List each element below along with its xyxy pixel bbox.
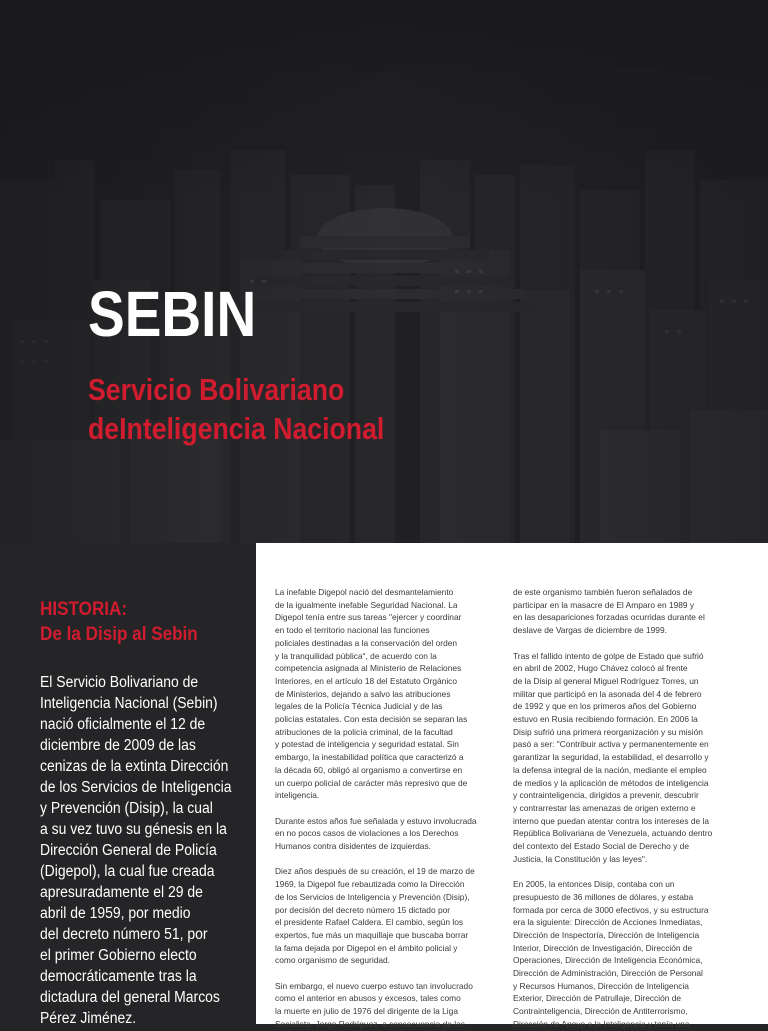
article-line: estuvo en Rusia recibiendo formación. En 2006 la [513, 714, 698, 725]
paragraph-gap [275, 967, 495, 980]
intro-line: El Servicio Bolivariano de [40, 674, 199, 691]
paragraph-gap [513, 865, 733, 878]
article-paragraph [513, 878, 733, 1030]
article-line: y contrainteligencia, dirigidos a prevenir, descubrir [513, 790, 699, 801]
paragraph-gap [513, 637, 733, 650]
article-line: competencia asignada al Ministerio de Relaciones [275, 663, 462, 674]
article-line: Dirección de Administración, Dirección de Personal [513, 968, 703, 979]
intro-line: diciembre de 2009 de las [40, 737, 196, 754]
intro-line: nació oficialmente el 12 de [40, 716, 206, 733]
paragraph-gap [275, 802, 495, 815]
article-line: de medios y la aplicación de métodos de inteligencia [513, 777, 709, 788]
article-line: formada por cerca de 3000 efectivos, y su estructura [513, 904, 709, 915]
page-title: SEBIN [88, 278, 257, 350]
intro-line: dictadura del general Marcos [40, 989, 220, 1006]
heading-line: De la Disip al Sebin [40, 624, 198, 645]
article-paragraph [275, 815, 495, 853]
article-paragraph [275, 865, 495, 967]
intro-line: de los Servicios de Inteligencia [40, 779, 232, 796]
intro-line: abril de 1959, por medio [40, 905, 191, 922]
article-line: era la siguiente: Dirección de Acciones Inmediatas, [513, 917, 703, 928]
article-line: inteligencia. [275, 790, 320, 801]
intro-line: Pérez Jiménez. [40, 1010, 137, 1027]
article-line: embargo, la inestabilidad política que caracterizó a [275, 752, 464, 763]
intro-line: Dirección General de Policía [40, 842, 217, 859]
article-line: en todo el territorio nacional las funciones [275, 625, 430, 636]
article-line: del contexto del Estado Social de Derecho y de [513, 841, 689, 852]
article-line: Sin embargo, el nuevo cuerpo estuvo tan involucrado [275, 980, 473, 991]
article-line: de 1992 y que en los primeros años del Gobierno [513, 701, 697, 712]
article-line: República Bolivariana de Venezuela, actuando dentro [513, 828, 713, 839]
article-line: Tras el fallido intento de golpe de Estado que sufrió [513, 650, 704, 661]
article-column-2 [513, 586, 733, 1031]
article-line: garantizar la seguridad, la estabilidad, el desarrollo y [513, 752, 709, 763]
article-line: Digepol tenía entre sus tareas "ejercer y coordinar [275, 612, 462, 623]
article-column-1 [275, 586, 495, 1031]
article-line: legales de la Policía Técnica Judicial y de las [275, 701, 443, 712]
article-line: de este organismo también fueron señalados de [513, 587, 693, 597]
page-subtitle [88, 370, 449, 448]
intro-line: (Digepol), la cual fue creada [40, 863, 215, 880]
article-line: el presidente Rafael Caldera. El cambio, según los [275, 917, 464, 928]
article-line: En 2005, la entonces Disip, contaba con un [513, 879, 675, 890]
article-line: Socialista, Jorge Rodríguez, a consecuencia de las [275, 1018, 465, 1029]
intro-line: Inteligencia Nacional (Sebin) [40, 695, 218, 712]
article-line: presupuesto de 36 millones de dólares, y estaba [513, 891, 694, 902]
article-line: la defensa integral de la nación, mediante el empleo [513, 764, 707, 775]
article-line: La inefable Digepol nació del desmantelamiento [275, 587, 454, 597]
intro-line: apresuradamente el 29 de [40, 884, 203, 901]
article-line: militar que participó en la asonada del 4 de febrero [513, 688, 702, 699]
intro-line: del decreto número 51, por [40, 926, 208, 943]
intro-line: a su vez tuvo su génesis en la [40, 821, 227, 838]
article-paragraph [513, 650, 733, 866]
article-line: en abril de 2002, Hugo Chávez colocó al frente [513, 663, 688, 674]
article-line: Dirección de Inspectoría, Dirección de Inteligencia [513, 929, 700, 940]
intro-line: cenizas de la extinta Dirección [40, 758, 229, 775]
article-line: Exterior, Dirección de Patrullaje, Dirección de [513, 993, 682, 1004]
article-paragraph [513, 586, 733, 637]
article-line: en las desapariciones forzadas ocurridas durante el [513, 612, 705, 623]
article-line: de Ministerios, dejando a salvo las atribuciones [275, 688, 451, 699]
article-line: como organismo de seguridad. [275, 955, 390, 966]
article-line: un cuerpo policial de carácter más represivo que de [275, 777, 468, 788]
article-line: 1969, la Digepol fue rebautizada como la Dirección [275, 879, 465, 890]
article-line: Interior, Dirección de Investigación, Dirección de [513, 942, 693, 953]
article-line: interno que puedan atentar contra los intereses de la [513, 815, 710, 826]
article-line: Humanos contra disidentes de izquierdas. [275, 841, 431, 852]
article-line: como el anterior en abusos y excesos, tales como [275, 993, 461, 1004]
article-line: Operaciones, Dirección de Inteligencia Económica, [513, 955, 703, 966]
article-line: de los Servicios de Inteligencia y Prevención (Disip), [275, 891, 470, 902]
article-line: la muerte en julio de 1976 del dirigente de la Liga [275, 1006, 458, 1017]
article-line: y Recursos Humanos, Dirección de Inteligencia [513, 980, 689, 991]
article-line: en no pocos casos de violaciones a los Derechos [275, 828, 459, 839]
article-line: pasó a ser: "Contribuir activa y permanentemente en [513, 739, 709, 750]
paragraph-gap [275, 853, 495, 866]
article-line: de la igualmente inefable Seguridad Nacional. La [275, 599, 458, 610]
article-paragraph [275, 980, 495, 1031]
article-line: Justicia, la Constitución y las leyes". [513, 853, 648, 864]
article-line: policiales destinadas a la conservación del orden [275, 637, 458, 648]
article-line: de la Disip al general Miguel Rodríguez Torres, un [513, 675, 699, 686]
article-paragraph [275, 586, 495, 802]
article-line: Durante estos años fue señalada y estuvo involucrada [275, 815, 477, 826]
article-line: Dirección de Apoyo a la Inteligencia y tenía una [513, 1018, 690, 1029]
subtitle-line: Servicio Bolivariano de [88, 372, 345, 446]
article-line: por decisión del decreto número 15 dictado por [275, 904, 451, 915]
article-line: Interiores, en el artículo 18 del Estatuto Orgánico [275, 675, 458, 686]
article-line: y potestad de inteligencia y seguridad estatal. Sin [275, 739, 459, 750]
intro-line: democráticamente tras la [40, 968, 197, 985]
heading-line: HISTORIA: [40, 599, 128, 620]
intro-line: el primer Gobierno electo [40, 947, 197, 964]
article-line: Contrainteligencia, Dirección de Antiterrorismo, [513, 1006, 688, 1017]
article-line: policías estatales. Con esta decisión se separan las [275, 714, 468, 725]
article-line: Disip sufrió una primera reorganización y su misión [513, 726, 703, 737]
subtitle-line: Inteligencia Nacional [119, 411, 385, 446]
intro-paragraph [40, 672, 232, 1029]
article-line: participar en la masacre de El Amparo en 1989 y [513, 599, 695, 610]
article-line: y la tranquilidad pública", de acuerdo con la [275, 650, 437, 661]
article-line: Diez años después de su creación, el 19 de marzo de [275, 866, 475, 877]
section-heading [40, 597, 198, 647]
intro-line: y Prevención (Disip), la cual [40, 800, 213, 817]
article-line: expertos, fue más un maquillaje que buscaba borrar [275, 929, 469, 940]
article-line: y contrarrestar las amenazas de origen externo e [513, 802, 696, 813]
article-line: deslave de Vargas de diciembre de 1999. [513, 625, 667, 636]
article-line: la fama dejada por Digepol en el ámbito policial y [275, 942, 458, 953]
article-line: atribuciones de la policía criminal, de la facultad [275, 726, 453, 737]
article-line: la década 60, obligó al organismo a convertirse en [275, 764, 463, 775]
